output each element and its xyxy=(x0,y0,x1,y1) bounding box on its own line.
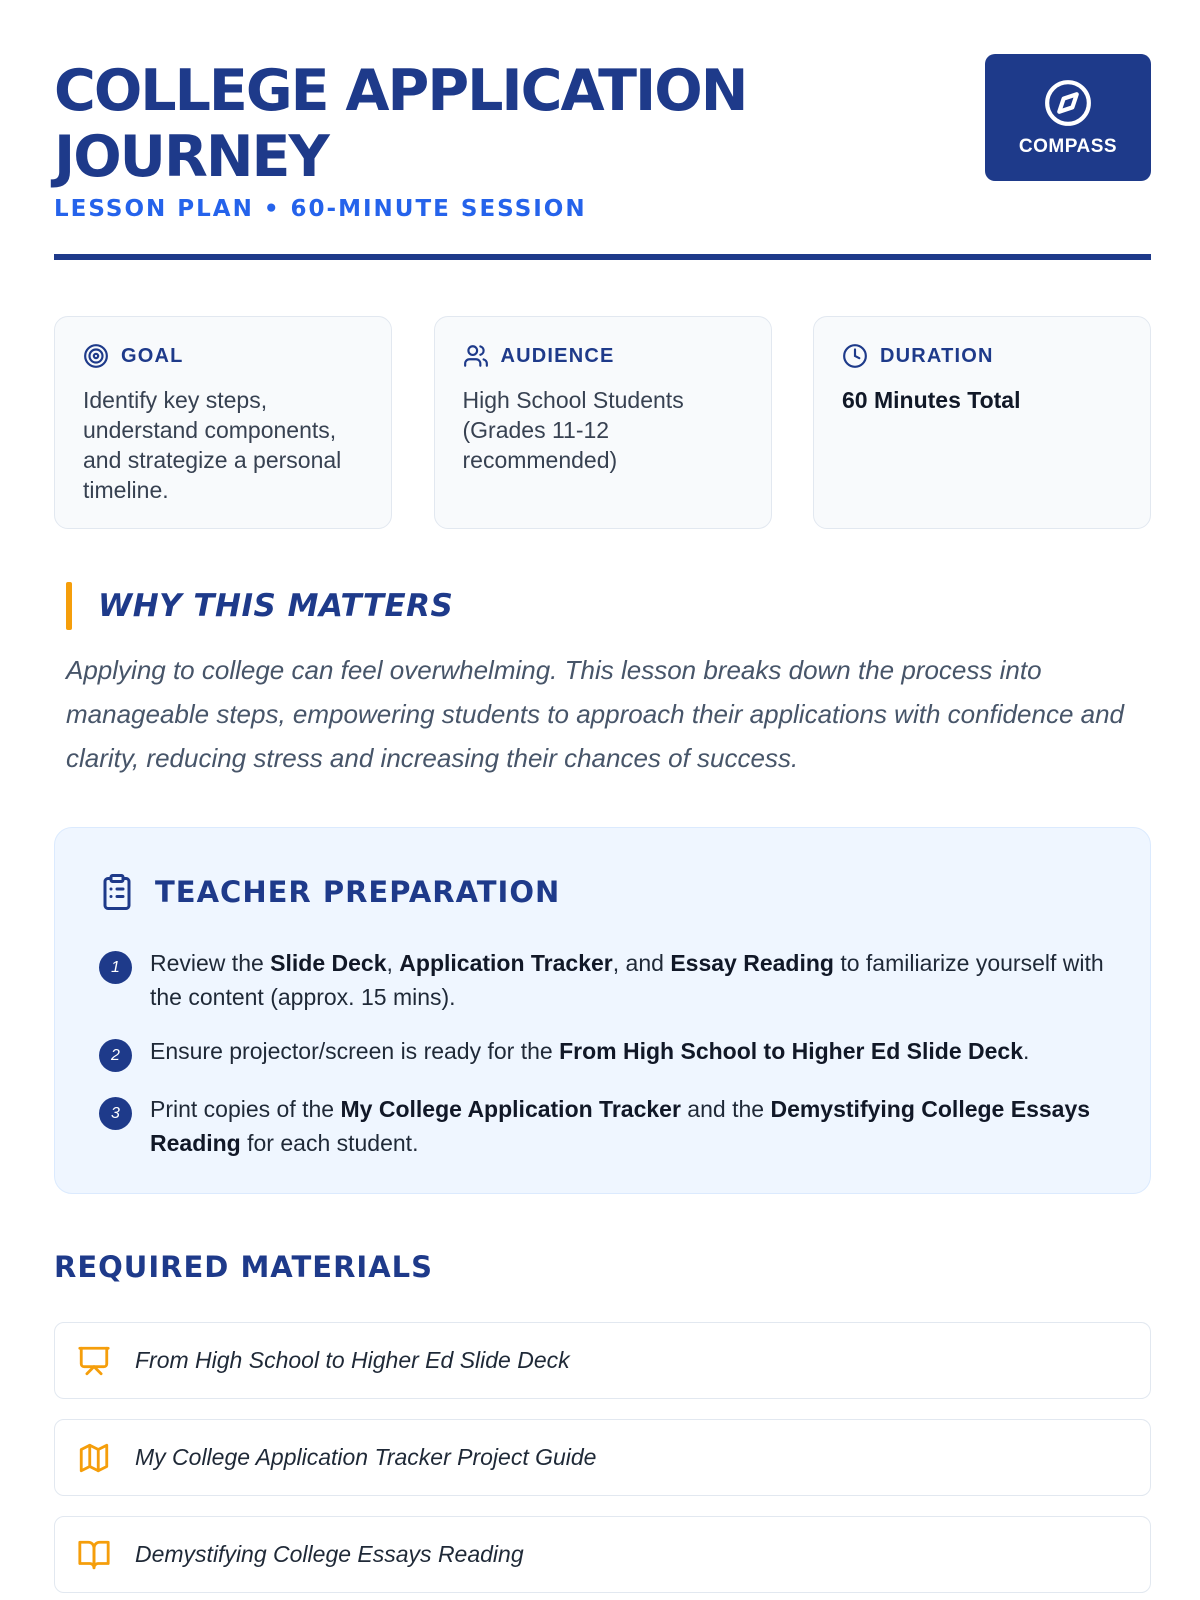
target-icon xyxy=(83,343,109,369)
map-icon xyxy=(77,1441,111,1475)
clock-icon xyxy=(842,343,868,369)
text: Ensure projector/screen is ready for the xyxy=(150,1038,560,1064)
prep-step xyxy=(99,1034,1106,1072)
card-body: Identify key steps, understand components, and strategize a personal timeline. xyxy=(83,387,342,503)
card-body: High School Students (Grades 11-12 recommended) xyxy=(462,387,684,473)
page-title: COLLEGE APPLICATION JOURNEY xyxy=(54,58,747,190)
header-divider xyxy=(54,254,1151,260)
duration-card xyxy=(813,316,1151,529)
card-header xyxy=(83,343,363,369)
step-text xyxy=(150,1034,1106,1068)
text: and the xyxy=(680,1096,771,1122)
text: , xyxy=(386,950,400,976)
card-title: GOAL xyxy=(121,344,184,367)
card-body: 60 Minutes Total xyxy=(842,387,1021,413)
step-number: 2 xyxy=(99,1039,132,1072)
emphasis: From High School to Higher Ed Slide Deck xyxy=(559,1038,1023,1064)
page-subtitle: LESSON PLAN • 60-MINUTE SESSION xyxy=(54,196,587,222)
why-title: WHY THIS MATTERS xyxy=(98,588,454,624)
text: for each student. xyxy=(240,1130,419,1156)
compass-icon xyxy=(1043,78,1093,128)
material-item[interactable] xyxy=(54,1419,1151,1496)
card-header xyxy=(842,343,1122,369)
text: . xyxy=(1022,1038,1030,1064)
text: , and xyxy=(612,950,671,976)
text: to familiarize yourself with the content (approx. 15 mins). xyxy=(150,950,1104,1010)
card-title: DURATION xyxy=(880,344,994,367)
emphasis: Application Tracker xyxy=(399,950,613,976)
clipboard-list-icon xyxy=(99,872,135,912)
accent-bar xyxy=(66,582,72,630)
users-icon xyxy=(463,343,489,369)
prep-header xyxy=(99,872,1106,912)
emphasis: Essay Reading xyxy=(670,950,834,976)
step-number: 3 xyxy=(99,1097,132,1130)
step-text xyxy=(150,1092,1106,1160)
text: Print copies of the xyxy=(150,1096,341,1122)
prep-step xyxy=(99,946,1106,1014)
step-number: 1 xyxy=(99,951,132,984)
material-label: From High School to Higher Ed Slide Deck xyxy=(135,1347,570,1373)
emphasis: My College Application Tracker xyxy=(340,1096,681,1122)
goal-card xyxy=(54,316,392,529)
lesson-plan-page xyxy=(54,0,1151,1567)
card-title: AUDIENCE xyxy=(500,344,615,367)
card-header xyxy=(463,343,743,369)
emphasis: Demystifying College Essays Reading xyxy=(150,1096,1091,1156)
prep-title: TEACHER PREPARATION xyxy=(155,875,561,909)
materials-list xyxy=(54,1322,1151,1600)
info-cards xyxy=(54,316,1151,529)
materials-title: REQUIRED MATERIALS xyxy=(54,1250,434,1284)
text: Review the xyxy=(150,950,271,976)
material-item[interactable] xyxy=(54,1322,1151,1399)
compass-logo xyxy=(985,54,1151,181)
logo-label: COMPASS xyxy=(1018,135,1118,157)
teacher-preparation-panel xyxy=(54,827,1151,1194)
step-text xyxy=(150,946,1106,1014)
why-section xyxy=(66,582,1151,780)
emphasis: Slide Deck xyxy=(270,950,387,976)
presentation-icon xyxy=(77,1344,111,1378)
material-item[interactable] xyxy=(54,1516,1151,1593)
material-label: My College Application Tracker Project Guide xyxy=(135,1444,597,1470)
audience-card xyxy=(434,316,772,529)
header xyxy=(54,0,1151,262)
material-label: Demystifying College Essays Reading xyxy=(135,1541,524,1567)
why-text: Applying to college can feel overwhelming. This lesson breaks down the process into manageable steps, empowering students to approach their applications with confidence and clarity, reducing stress and increasing their chances of success. xyxy=(66,655,1125,773)
prep-step xyxy=(99,1092,1106,1160)
book-open-icon xyxy=(77,1538,111,1572)
why-header xyxy=(66,582,1151,630)
